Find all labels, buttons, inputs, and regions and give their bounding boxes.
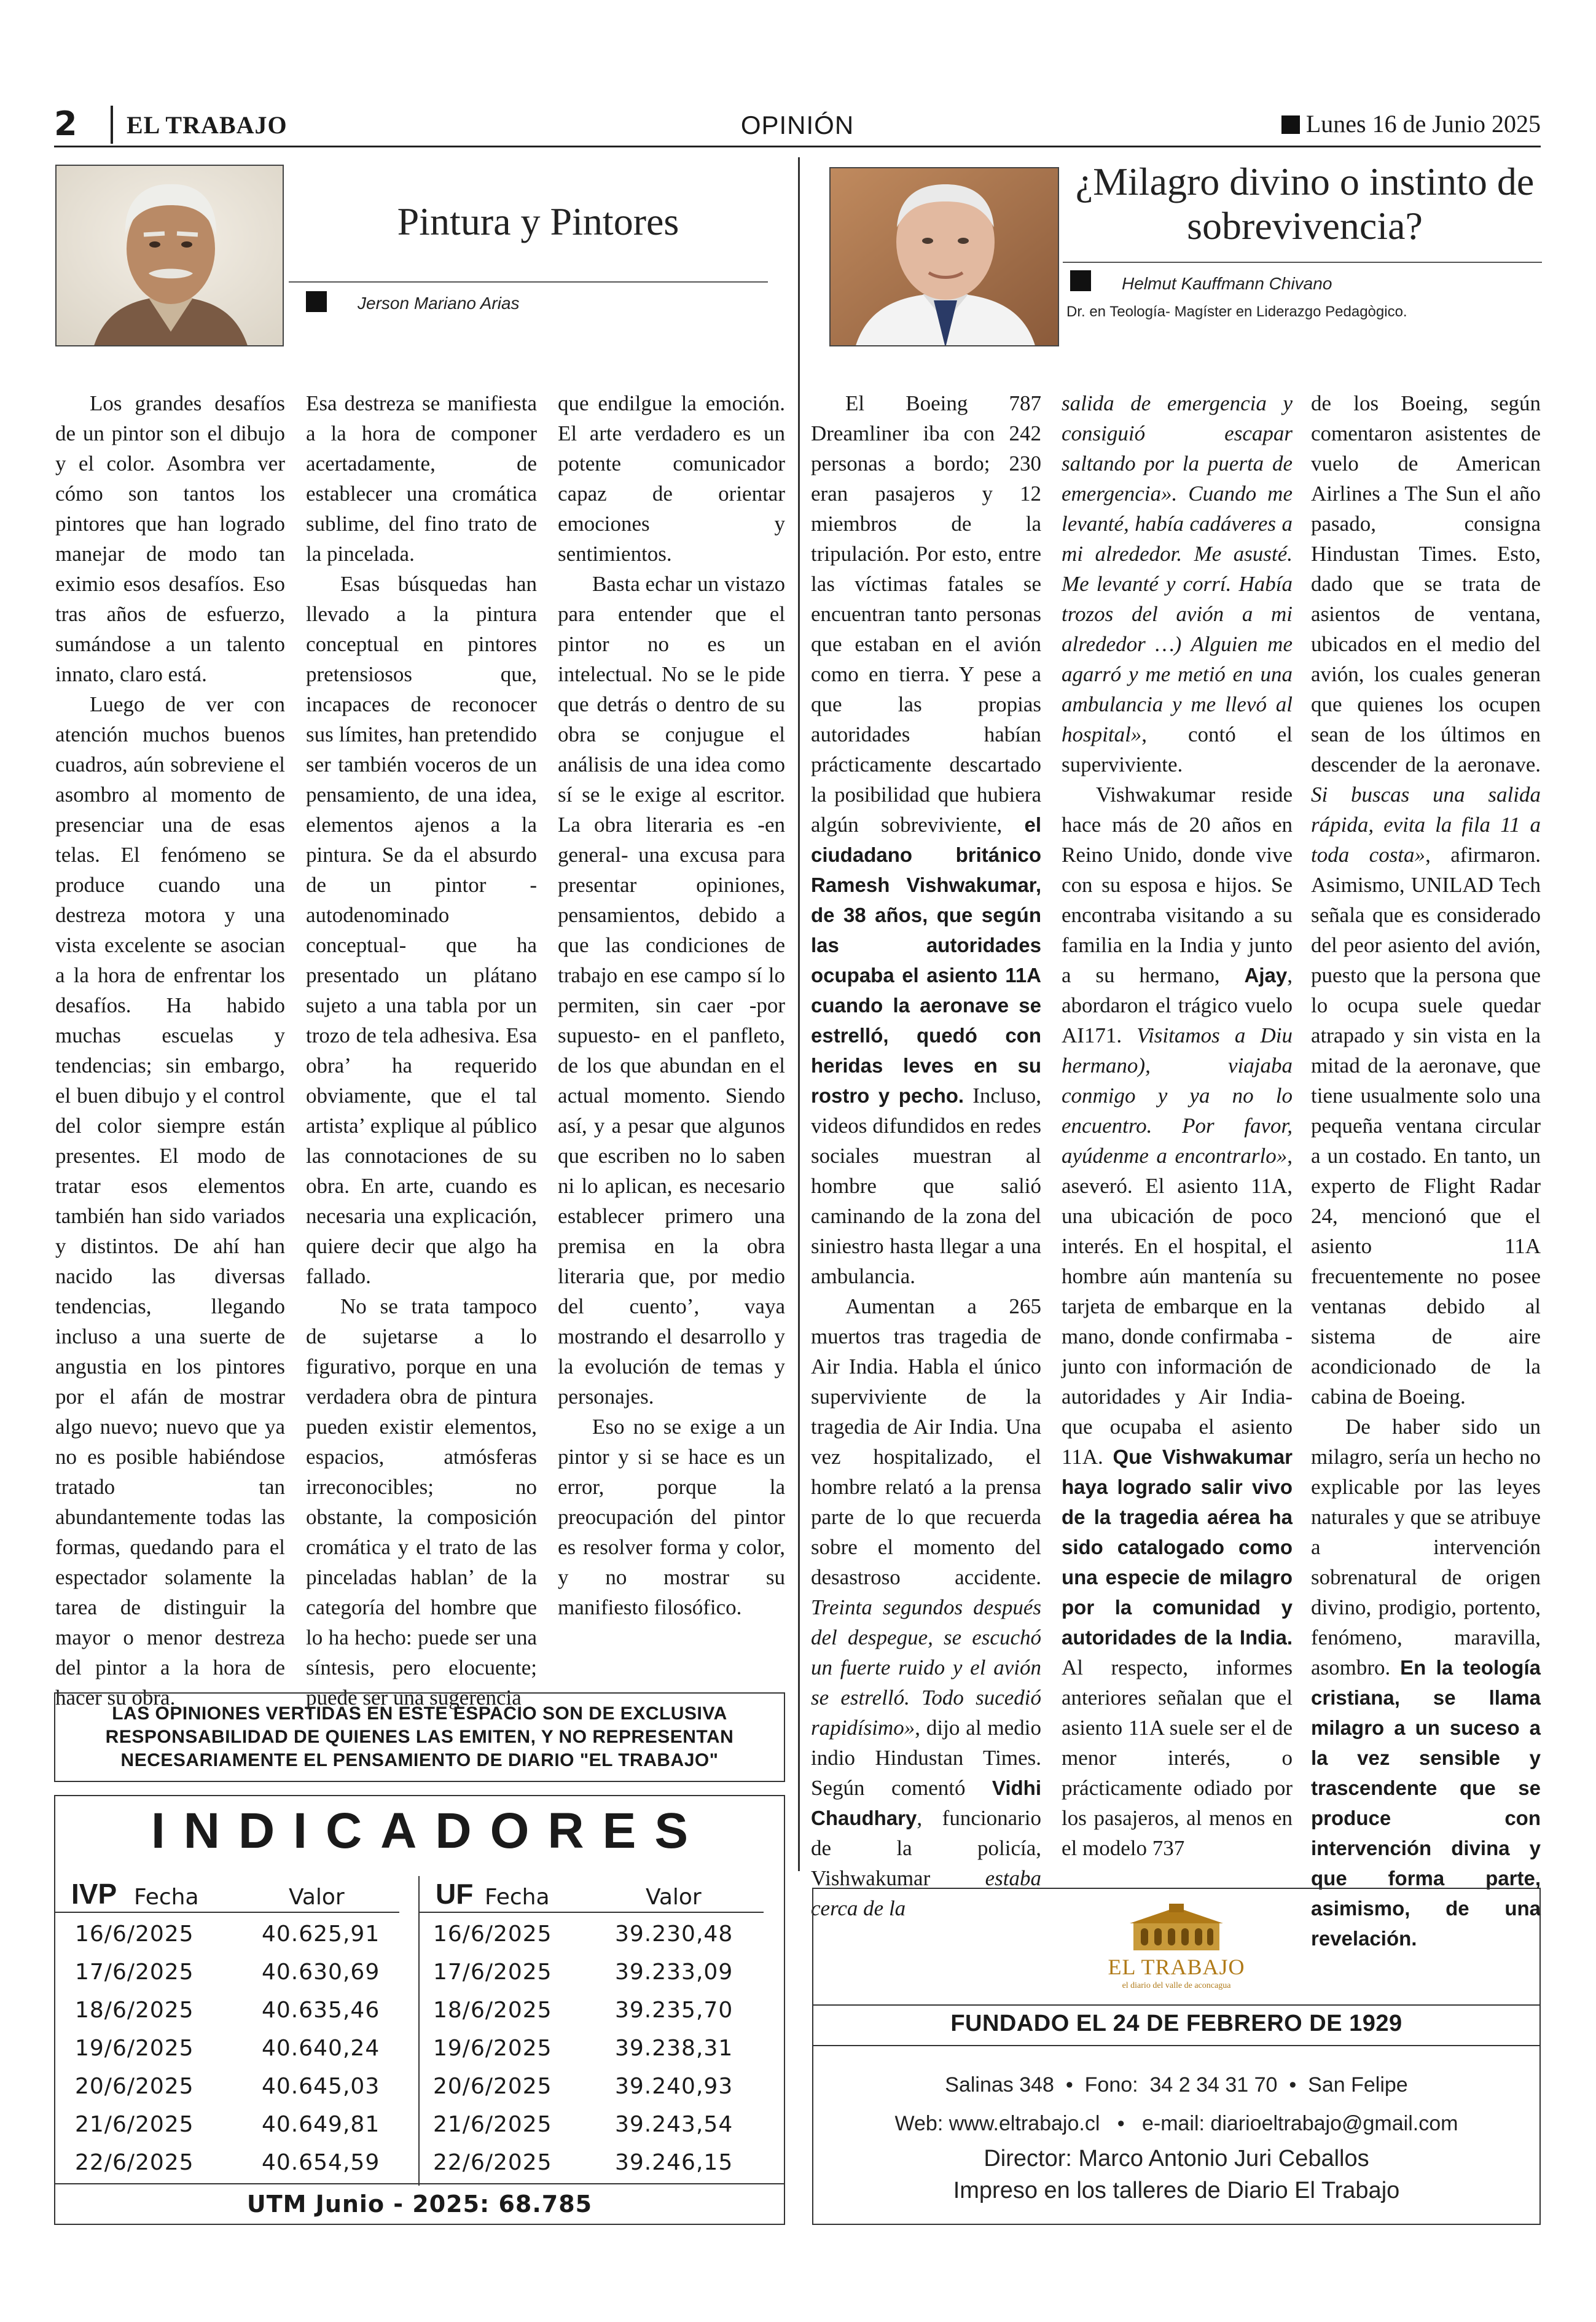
highlight-text: Que Vishwakumar haya logrado salir vivo de la tragedia aérea ha sido catalogado como una especie de milagro por la comunidad y autoridades de la India. <box>1062 1445 1293 1649</box>
row-value: 40.630,69 <box>262 1960 380 1985</box>
article2-column-3 <box>1311 388 1541 1953</box>
row-value: 40.635,46 <box>262 1998 380 2023</box>
page-header <box>54 104 1541 147</box>
indicators-title: INDICADORES <box>151 1803 707 1859</box>
column-header-value: Valor <box>646 1885 702 1910</box>
text: , abordaron el trágico vuelo AI171. <box>1062 963 1293 1047</box>
table-row <box>55 1951 399 1989</box>
author-photo-helmut <box>829 167 1059 346</box>
row-value: 40.649,81 <box>262 2112 380 2137</box>
article-title: ¿Milagro divino o instinto de sobrevivencia? <box>1075 160 1535 248</box>
column-header-date: Fecha <box>485 1885 550 1910</box>
text: Vishwakumar reside hace más de 20 años en Reino Unido, donde vive con su esposa e hijos. Se encontraba visitando a su familia en la India y junto a su hermano, <box>1062 783 1293 987</box>
text: Incluso, videos difundidos en redes sociales muestran al hombre que salió caminando de la zona del siniestro hasta llegar a una ambulancia. <box>811 1084 1041 1288</box>
paragraph <box>811 1291 1041 1923</box>
table-row <box>55 2141 399 2179</box>
row-date: 21/6/2025 <box>75 2112 194 2137</box>
text: , contó el superviviente. <box>1062 722 1293 776</box>
masthead-rule <box>813 2045 1539 2046</box>
paragraph: que endilgue la emoción. El arte verdadero es un potente comunicador capaz de orientar emociones y sentimientos. <box>558 391 785 566</box>
square-bullet-icon <box>1070 270 1091 291</box>
author-photo-jerson <box>55 165 284 346</box>
paragraph: Esas búsquedas han llevado a la pintura conceptual en pintores pretensiosos que, incapaces de reconocer sus límites, han pretendido ser también voceros de un pensamiento, de una idea, elementos ajenos a la pintura. Se da el absurdo de un pintor -autodenominado conceptual- que ha presentado un plátano sujeto a una tabla por un trozo de tela adhesiva. Esa obra’ ha requerido obviamente, que el tal artista’ explique al público las connotaciones de su obra. En arte, cuando es necesaria una explicación, quiere decir que algo ha fallado. <box>306 572 537 1288</box>
issue-date <box>1281 109 1541 138</box>
issue-date-text: Lunes 16 de Junio 2025 <box>1305 110 1541 138</box>
section-name: OPINIÓN <box>740 111 855 139</box>
highlight-text: En la teología cristiana, se llama milagro a un suceso a la vez sensible y trascendente que se produce con intervención divina y que forma parte, asimismo, de una revelación. <box>1311 1656 1541 1950</box>
column-header-value: Valor <box>289 1885 345 1910</box>
table-row <box>420 2065 764 2103</box>
row-value: 39.233,09 <box>615 1960 733 1985</box>
column-header-date: Fecha <box>134 1885 199 1910</box>
square-bullet-icon <box>306 291 327 312</box>
paragraph: No se trata tampoco de sujetarse a lo figurativo, porque en una verdadera obra de pintura pueden existir elementos, espacios, atmósferas irreconocibles; no obstante, la composición cromática y el trato de las pinceladas hablan’ de la categoría del hombre que lo ha hecho: puede ser una síntesis, pero elocuente; puede ser una sugerencia <box>306 1294 537 1710</box>
paragraph <box>811 388 1041 1291</box>
table-row <box>55 1913 399 1951</box>
quote-text: salida de emergencia y consiguió escapar saltando por la puerta de emergencia». Cuando me levanté, había cadáveres a mi alrededor. Me asusté. Me levanté y corrí. Había trozos del avión a mi alrededor …) Alguien me agarró y me metió en una ambulancia y me llevó al hospital» <box>1062 391 1293 746</box>
paragraph: Luego de ver con atención muchos buenos cuadros, aún sobreviene el asombro al momento de presenciar una de esas telas. El fenómeno se produce cuando una destreza motora y una vista excelente se asocian a la hora de enfrentar los desafíos. Ha habido muchas escuelas y tendencias; sin embargo, el buen dibujo y el control del color siempre están presentes. El modo de tratar esos elementos también han sido variados y distintos. De ahí han nacido las diversas tendencias, llegando incluso a una suerte de angustia en los pintores por el afán de mostrar algo nuevo; nuevo que ya no es posible habiéndose tratado tan abundantemente todas las formas, quedando para el espectador solamente la tarea de distinguir la mayor o menor destreza del pintor a la hora de hacer su obra. <box>55 692 285 1710</box>
page-number: 2 <box>54 104 77 143</box>
table-row <box>55 2103 399 2141</box>
row-value: 39.246,15 <box>615 2150 733 2175</box>
building-logo-icon <box>1127 1904 1226 1953</box>
row-date: 16/6/2025 <box>75 1921 194 1947</box>
text: , aseveró. El asiento 11A, una ubicación de poco interés. En el hospital, el hombre aún mantenía su tarjeta de embarque en la mano, donde confirmaba -junto con información de autoridades y Air India- que ocupaba el asiento 11A. <box>1062 1144 1293 1469</box>
article-title: Pintura y Pintores <box>397 200 679 243</box>
masthead-box <box>812 1888 1541 2225</box>
paragraph: Eso no se exige a un pintor y si se hace es un error, porque la preocupación del pintor es resolver forma y color, y no mostrar su manifiesto filosófico. <box>558 1415 785 1619</box>
paragraph: Basta echar un vistazo para entender que el pintor no es un intelectual. No se le pide que detrás o dentro de su obra se conjugue el análisis de una idea como sí se le exige al escritor. La obra literaria es -en general- una excusa para presentar opiniones, pensamientos, debido a que las condiciones de trabajo en ese campo sí lo permiten, sin caer -por supuesto- en el panfleto, de los que abundan en el actual momento. Siendo así, y a pesar que algunos que escriben no lo saben ni lo aplican, es necesario establecer primero una premisa en la obra literaria que, por medio del cuento’, vaya mostrando el desarrollo y la evolución de temas y personajes. <box>558 572 785 1409</box>
opinion-disclaimer <box>54 1692 785 1782</box>
paragraph: Los grandes desafíos de un pintor son el dibujo y el color. Asombra ver cómo son tantos los pintores que han logrado manejar de modo tan eximio esos desafíos. Eso tras años de esfuerzo, sumándose a un talento innato, claro está. <box>55 391 285 686</box>
text: De haber sido un milagro, sería un hecho no explicable por las leyes naturales y que se atribuye a intervención sobrenatural de origen divino, prodigio, portento, fenómeno, maravilla, asombro. <box>1311 1415 1541 1679</box>
table-row <box>55 1989 399 2027</box>
row-value: 39.230,48 <box>615 1921 733 1947</box>
ivp-header <box>55 1876 399 1913</box>
row-date: 20/6/2025 <box>433 2074 552 2099</box>
text: , funcionario de la policía, Vishwakumar <box>811 1806 1041 1890</box>
masthead-rule <box>813 2004 1539 2006</box>
article-author: Helmut Kauffmann Chivano <box>1122 274 1332 293</box>
table-row <box>55 2027 399 2065</box>
indicator-code: IVP <box>71 1878 117 1910</box>
quote-text: Si buscas una salida rápida, evita la fila 11 a toda costa» <box>1311 783 1541 867</box>
ivp-table <box>55 1876 399 2179</box>
byline-rule <box>1063 262 1542 263</box>
article1-column-1 <box>55 388 285 1713</box>
article-author: Jerson Mariano Arias <box>358 294 520 313</box>
row-value: 39.235,70 <box>615 1998 733 2023</box>
indicator-code: UF <box>436 1878 474 1910</box>
row-value: 40.645,03 <box>262 2074 380 2099</box>
row-value: 39.238,31 <box>615 2036 733 2061</box>
logo-tagline: el diario del valle de aconcagua <box>1122 1981 1231 1990</box>
disclaimer-line: NECESARIAMENTE EL PENSAMIENTO DE DIARIO "EL TRABAJO" <box>120 1750 719 1770</box>
text: Aumentan a 265 muertos tras tragedia de Air India. Habla el único superviviente de la tragedia de Air India. Una vez hospitalizado, el hombre relató a la prensa parte de lo que recuerda sobre el momento del desastroso accidente. <box>811 1294 1041 1589</box>
highlight-text: el ciudadano británico Ramesh Vishwakumar, de 38 años, que según las autoridades ocupaba el asiento 11A cuando la aeronave se estrelló, quedó con heridas leves en su rostro y pecho. <box>811 813 1041 1107</box>
square-bullet-icon <box>1281 115 1300 134</box>
row-date: 17/6/2025 <box>75 1960 194 1985</box>
row-date: 18/6/2025 <box>75 1998 194 2023</box>
portrait-image <box>57 166 284 346</box>
row-date: 19/6/2025 <box>75 2036 194 2061</box>
uf-table <box>420 1876 764 2179</box>
logo-name: EL TRABAJO <box>1108 1955 1245 1979</box>
row-date: 22/6/2025 <box>75 2150 194 2175</box>
utm-value: UTM Junio - 2025: 68.785 <box>55 2183 784 2224</box>
quote-text: Treinta segundos después del despegue, se escuchó un fuerte ruido y el avión se estrelló. Todo sucedió rapidísimo» <box>811 1595 1041 1740</box>
row-date: 20/6/2025 <box>75 2074 194 2099</box>
row-date: 17/6/2025 <box>433 1960 552 1985</box>
paragraph <box>1311 1412 1541 1953</box>
row-value: 40.654,59 <box>262 2150 380 2175</box>
text: , dijo al medio indio Hindustan Times. Según comentó <box>811 1716 1041 1800</box>
uf-header <box>420 1876 764 1913</box>
portrait-image <box>831 168 1059 346</box>
text: , afirmaron. Asimismo, UNILAD Tech señala que es considerado del peor asiento del avión, puesto que la persona que lo ocupa suele quedar atrapado y sin vista en la mitad de la aeronave, que tiene usualmente solo una pequeña ventana circular a un costado. En tanto, un experto de Flight Radar 24, mencionó que el asiento 11A frecuentemente no posee ventanas debido al sistema de aire acondicionado de la cabina de Boeing. <box>1311 843 1541 1409</box>
table-row <box>420 2103 764 2141</box>
text: de los Boeing, según comentaron asistentes de vuelo de American Airlines a The Sun el año pasado, consigna Hindustan Times. Esto, dado que se trata de asientos de ventana, ubicados en el medio del avión, los cuales generan que quienes los ocupen sean de los últimos en descender de la aeronave. <box>1311 391 1541 776</box>
contact-line: Web: www.eltrabajo.cl • e-mail: diarioeltrabajo@gmail.com <box>894 2112 1458 2135</box>
founded-date: FUNDADO EL 24 DE FEBRERO DE 1929 <box>950 2011 1402 2036</box>
text: Al respecto, informes anteriores señalan que el asiento 11A suele ser el de menor interés, o prácticamente odiado por los pasajeros, al menos en el modelo 737 <box>1062 1656 1293 1860</box>
table-row <box>420 1989 764 2027</box>
address-line: Salinas 348 • Fono: 34 2 34 31 70 • San Felipe <box>945 2073 1408 2097</box>
paragraph <box>1062 780 1293 1863</box>
article1-column-3 <box>558 388 785 1622</box>
row-date: 21/6/2025 <box>433 2112 552 2137</box>
column-divider <box>798 157 800 1871</box>
row-date: 19/6/2025 <box>433 2036 552 2061</box>
article1-column-2 <box>306 388 537 1713</box>
table-row <box>420 1951 764 1989</box>
paragraph: Esa destreza se manifiesta a la hora de componer acertadamente, de establecer una cromática sublime, del fino trato de la pincelada. <box>306 391 537 566</box>
quote-text: Visitamos a Diu hermano), viajaba conmigo y ya no lo encuentro. Por favor, ayúdenme a encontrarlo» <box>1062 1023 1293 1168</box>
row-value: 39.240,93 <box>615 2074 733 2099</box>
header-divider <box>111 106 113 144</box>
quote-text: estaba cerca de la <box>811 1866 1041 1920</box>
table-row <box>420 2027 764 2065</box>
row-value: 40.640,24 <box>262 2036 380 2061</box>
article2-column-2 <box>1062 388 1293 1863</box>
paragraph <box>1062 388 1293 780</box>
row-date: 16/6/2025 <box>433 1921 552 1947</box>
row-value: 39.243,54 <box>615 2112 733 2137</box>
author-credentials: Dr. en Teología- Magíster en Liderazgo Pedagògico. <box>1066 303 1407 320</box>
disclaimer-line: RESPONSABILIDAD DE QUIENES LAS EMITEN, Y NO REPRESENTAN <box>105 1727 734 1747</box>
printer-line: Impreso en los talleres de Diario El Trabajo <box>953 2178 1400 2203</box>
row-value: 40.625,91 <box>262 1921 380 1947</box>
disclaimer-line: LAS OPINIONES VERTIDAS EN ESTE ESPACIO SON DE EXCLUSIVA <box>112 1703 727 1724</box>
highlight-text: Vidhi Chaudhary <box>811 1777 1041 1829</box>
article2-column-1 <box>811 388 1041 1923</box>
row-date: 22/6/2025 <box>433 2150 552 2175</box>
director-line: Director: Marco Antonio Juri Ceballos <box>984 2146 1369 2172</box>
table-row <box>420 1913 764 1951</box>
text: El Boeing 787 Dreamliner iba con 242 personas a bordo; 230 eran pasajeros y 12 miembros de la tripulación. Por esto, entre las víctimas fatales se encuentran tanto personas que estaban en el avión como en tierra. Y pese a que las propias autoridades habían prácticamente descartado la posibilidad que hubiera algún sobreviviente, <box>811 391 1041 837</box>
table-row <box>55 2065 399 2103</box>
newspaper-name: EL TRABAJO <box>127 111 288 139</box>
byline-rule <box>289 281 768 283</box>
table-row <box>420 2141 764 2179</box>
row-date: 18/6/2025 <box>433 1998 552 2023</box>
indicators-box <box>54 1795 785 2225</box>
highlight-text: Ajay <box>1244 964 1288 987</box>
paragraph <box>1311 388 1541 1412</box>
